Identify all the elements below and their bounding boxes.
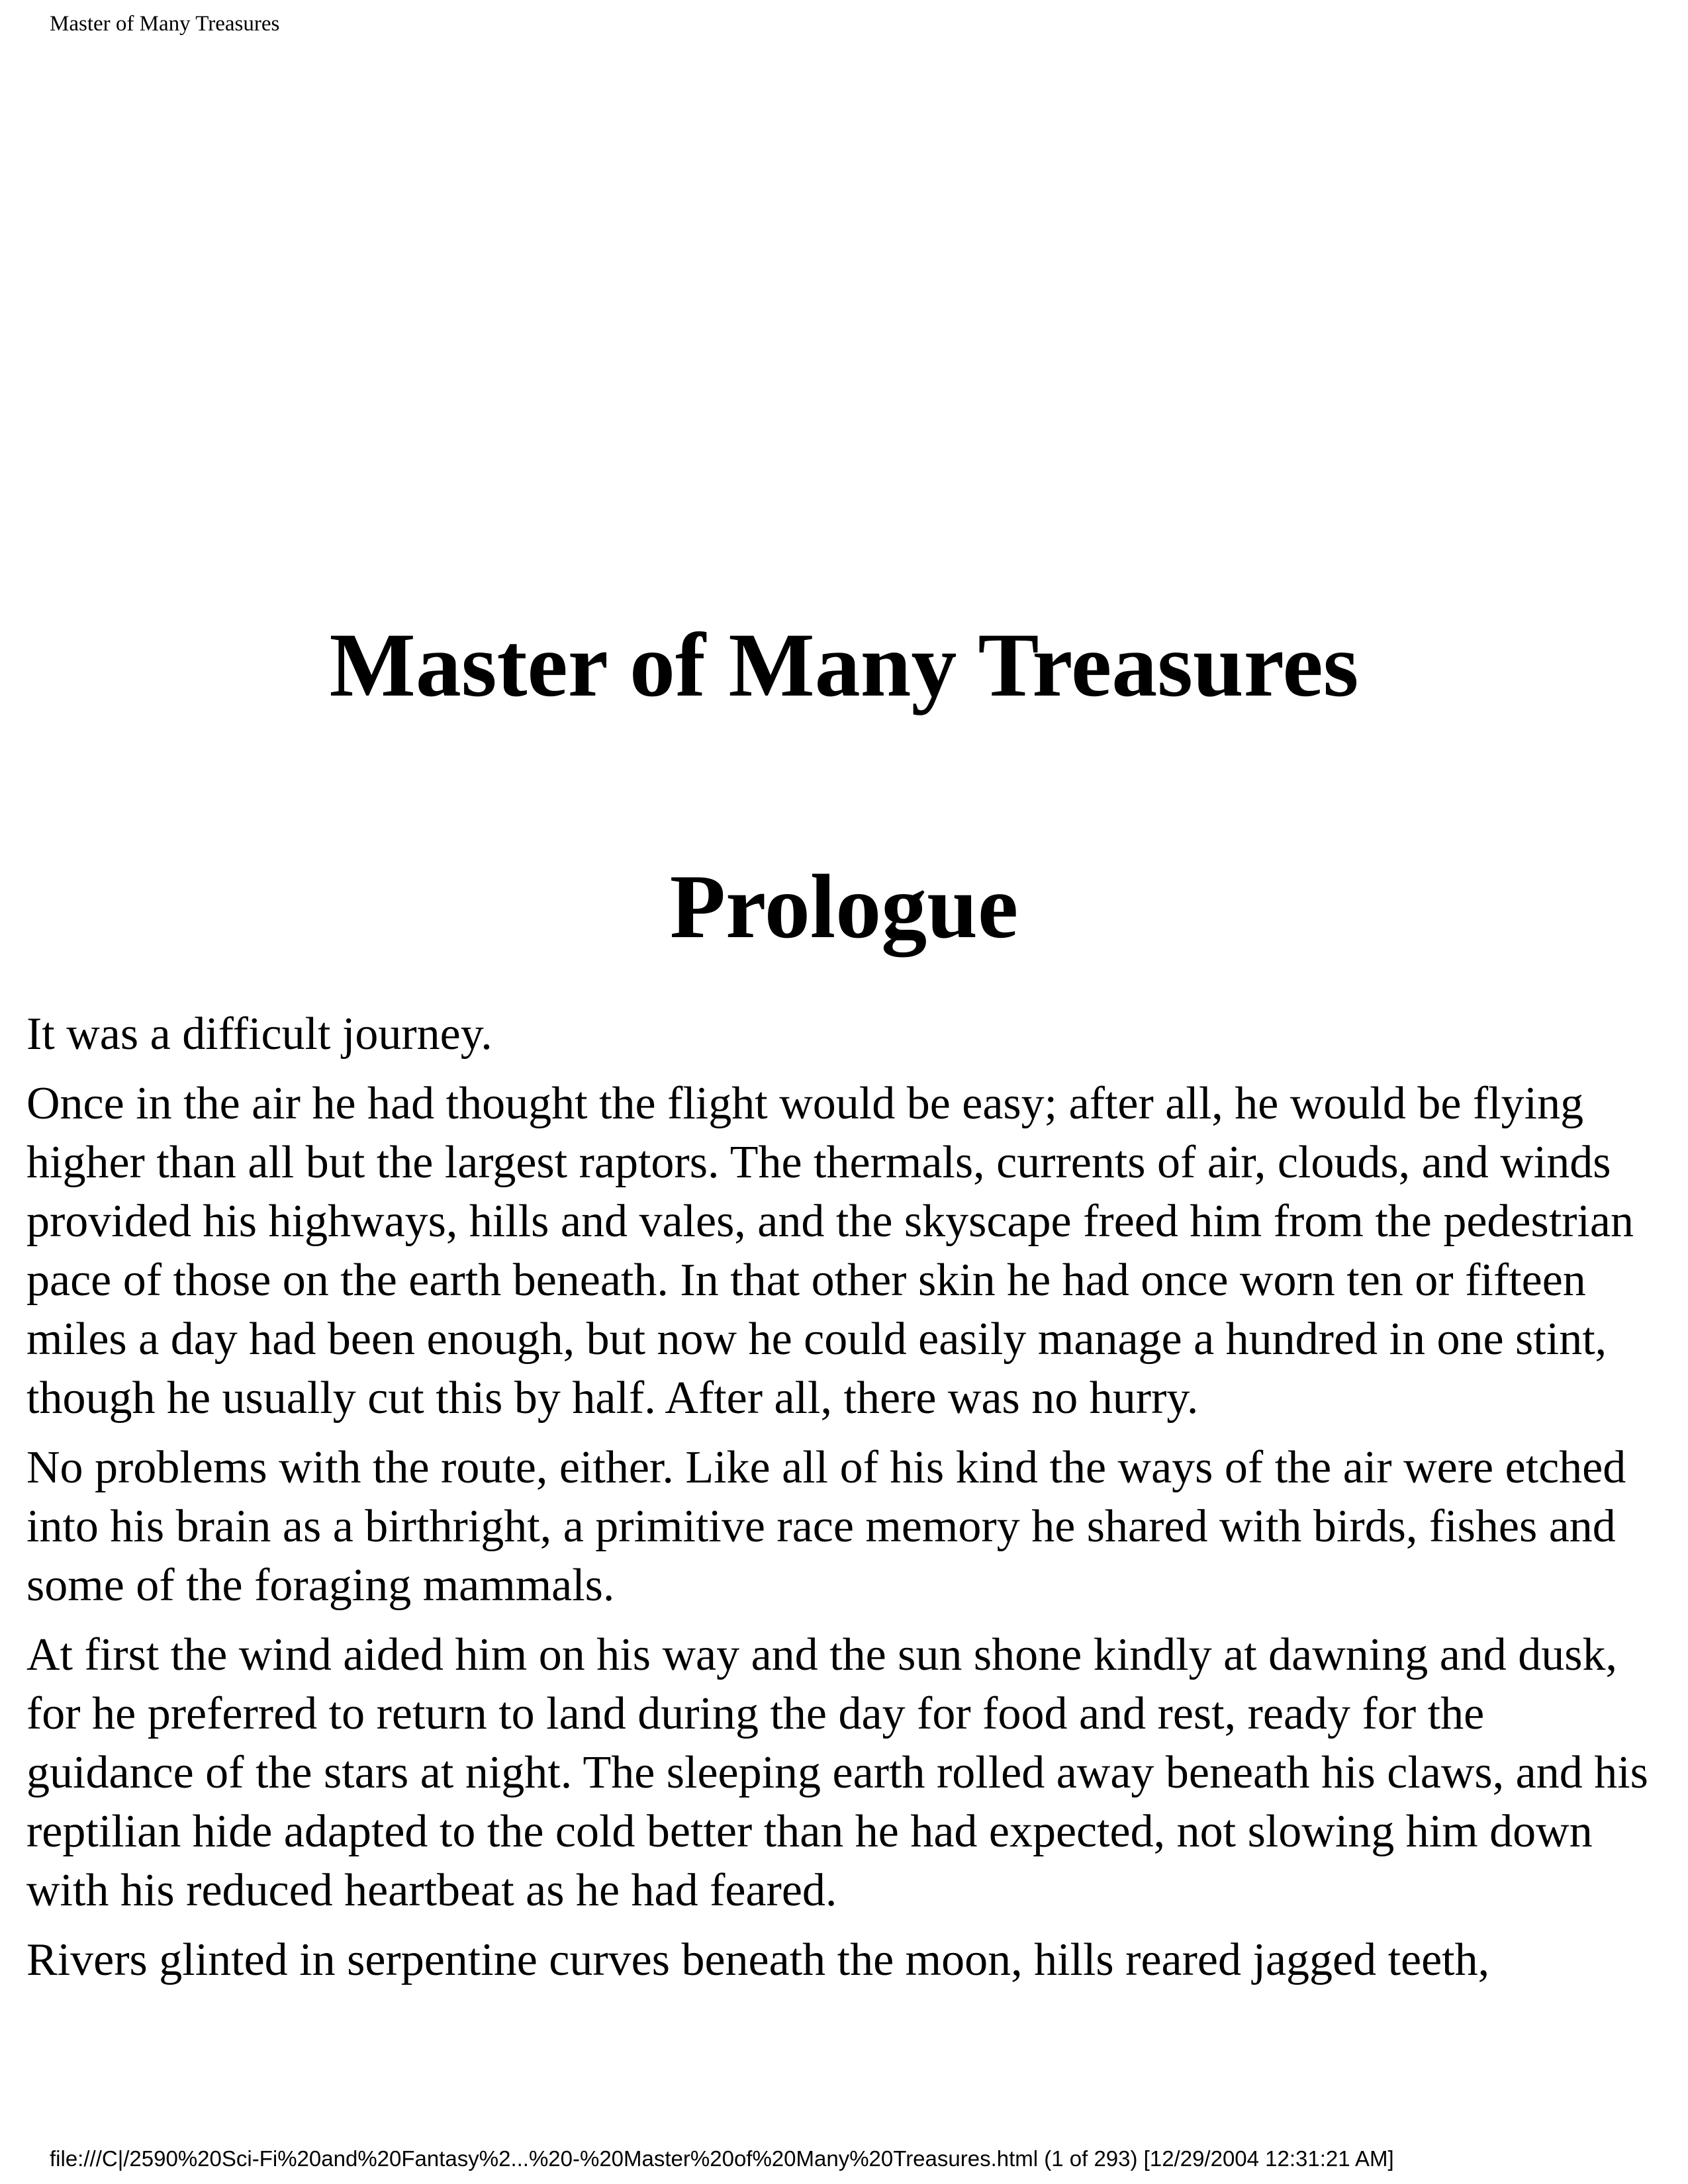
body-text (26, 1005, 1662, 2000)
running-header: Master of Many Treasures (50, 12, 280, 36)
paragraph: At first the wind aided him on his way and the sun shone kindly at dawning and dusk, for he preferred to return to land during the day for food and rest, ready for the guidance of the stars at night. The sleeping earth rolled away beneath his claws, and his reptilian hide adapted to the cold better than he had expected, not slowing him down with his reduced heartbeat as he had feared. (26, 1629, 1648, 1916)
paragraph: No problems with the route, either. Like all of his kind the ways of the air were etched into his brain as a birthright, a primitive race memory he shared with birds, fishes and some of the foraging mammals. (26, 1442, 1626, 1611)
print-footer: file:///C|/2590%20Sci-Fi%20and%20Fantasy%2...%20-%20Master%20of%20Many%20Treasures.html (1 of 293) [12/29/2004 12:31:21 AM] (50, 2146, 1394, 2171)
paragraph: It was a difficult journey. (26, 1009, 492, 1060)
paragraph: Once in the air he had thought the flight would be easy; after all, he would be flying higher than all but the largest raptors. The thermals, currents of air, clouds, and winds provided his highways, hills and vales, and the skyscape freed him from the pedestrian pace of those on the earth beneath. In that other skin he had once worn ten or fifteen miles a day had been enough, but now he could easily manage a hundred in one stint, though he usually cut this by half. After all, there was no hurry. (26, 1078, 1634, 1424)
chapter-title: Prologue (669, 856, 1019, 957)
book-title: Master of Many Treasures (329, 614, 1359, 715)
paragraph: Rivers glinted in serpentine curves beneath the moon, hills reared jagged teeth, (26, 1934, 1490, 1985)
